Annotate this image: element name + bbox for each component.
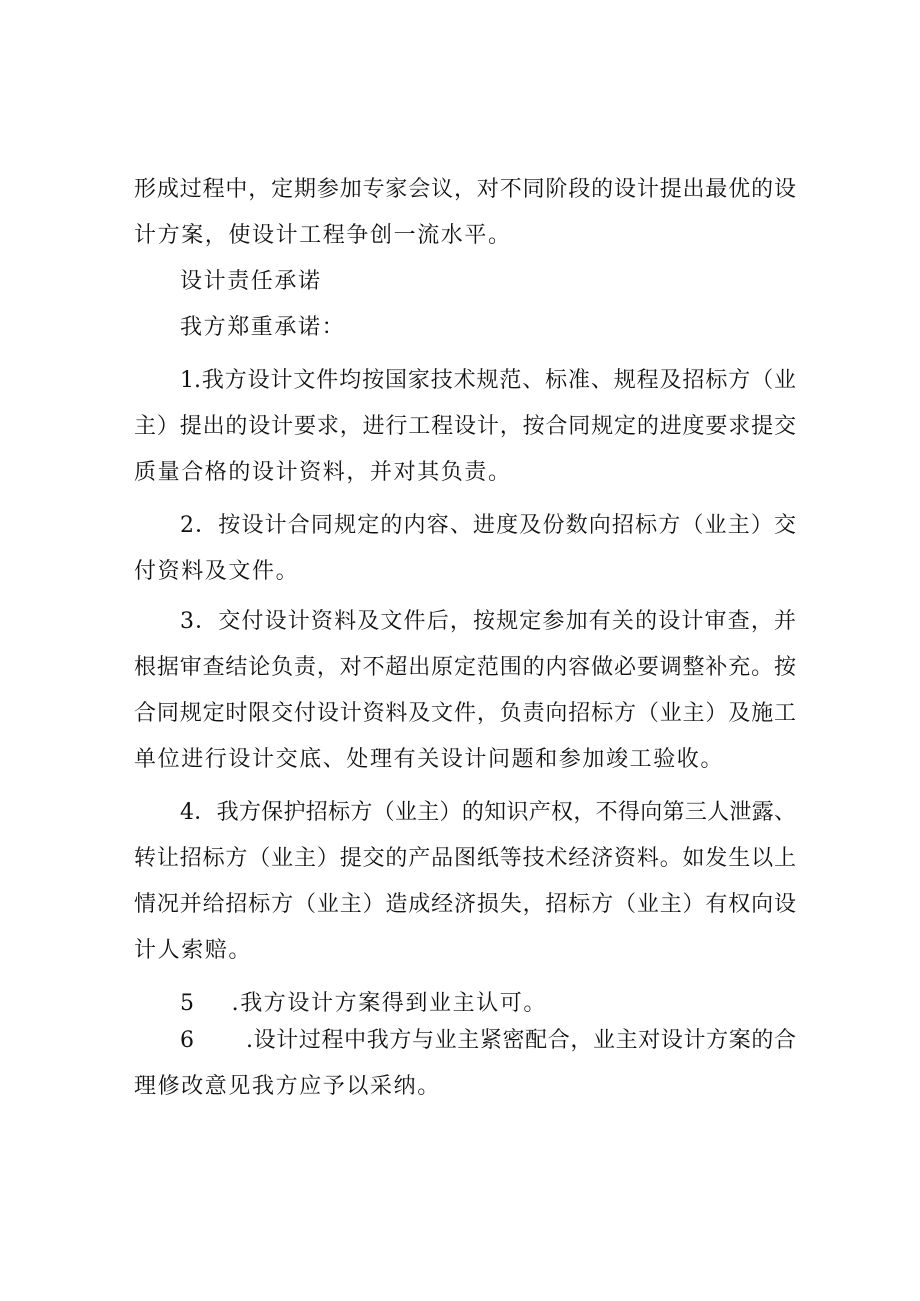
item-4-line-2: 转让招标方（业主）提交的产品图纸等技术经济资料。如发生以上 [134, 846, 796, 871]
item-3-line-1: 3．交付设计资料及文件后，按规定参加有关的设计审查，并 [180, 609, 796, 634]
item-2-line-1: 2．按设计合同规定的内容、进度及份数向招标方（业主）交 [180, 513, 796, 538]
item-4-line-4: 计人索赔。 [134, 938, 253, 963]
item-5 [180, 989, 547, 1019]
item-5-number: 5 [180, 991, 196, 1016]
item-1-line-3: 质量合格的设计资料，并对其负责。 [134, 460, 512, 485]
item-6-line-2: 理修改意见我方应予以采纳。 [134, 1074, 441, 1099]
section-heading: 设计责任承诺 [180, 269, 322, 294]
item-4-line-3: 情况并给招标方（业主）造成经济损失，招标方（业主）有权向设 [134, 892, 796, 917]
item-5-text: .我方设计方案得到业主认可。 [231, 991, 548, 1016]
item-1-line-2: 主）提出的设计要求，进行工程设计，按合同规定的进度要求提交 [134, 414, 796, 439]
item-1-line-1: 1.我方设计文件均按国家技术规范、标准、规程及招标方（业 [180, 368, 796, 393]
intro-line-2: 计方案，使设计工程争创一流水平。 [134, 223, 512, 248]
item-3-line-4: 单位进行设计交底、处理有关设计问题和参加竣工验收。 [134, 747, 725, 772]
item-3-line-3: 合同规定时限交付设计资料及文件，负责向招标方（业主）及施工 [134, 701, 796, 726]
item-6-line-1 [180, 1026, 796, 1056]
item-4-line-1: 4．我方保护招标方（业主）的知识产权，不得向第三人泄露、 [180, 800, 796, 825]
intro-line-1: 形成过程中，定期参加专家会议，对不同阶段的设计提出最优的设 [134, 177, 796, 202]
item-6-number: 6 [180, 1028, 194, 1053]
item-6-text-1: .设计过程中我方与业主紧密配合，业主对设计方案的合 [246, 1028, 796, 1053]
item-2-line-2: 付资料及文件。 [134, 559, 300, 584]
item-3-line-2: 根据审查结论负责，对不超出原定范围的内容做必要调整补充。按 [134, 655, 796, 680]
lead-paragraph: 我方郑重承诺： [180, 315, 346, 340]
